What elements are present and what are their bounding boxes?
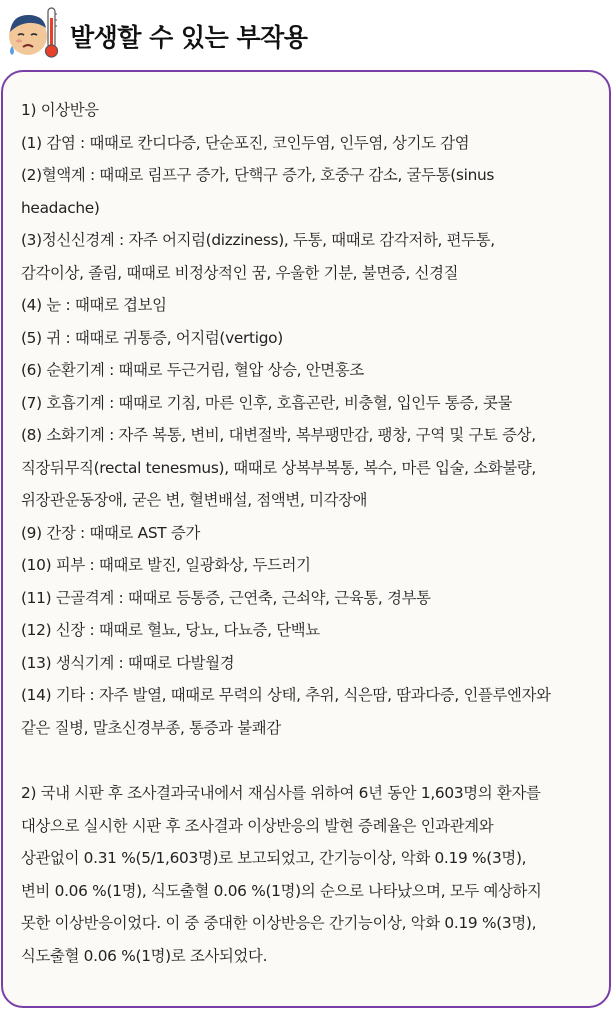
side-effects-content: [21, 94, 601, 972]
text-line: (11) 근골격계 : 때때로 등통증, 근연축, 근쇠약, 근육통, 경부통: [21, 588, 431, 607]
text-line: (4) 눈 : 때때로 겹보임: [21, 296, 167, 314]
text-line: 감각이상, 졸림, 때때로 비정상적인 꿈, 우울한 기분, 불면증, 신경질: [21, 263, 459, 282]
text-line: (7) 호흡기계 : 때때로 기침, 마른 인후, 호흡곤란, 비충혈, 입인두 통증, 콧물: [21, 393, 513, 412]
text-line: (8) 소화기계 : 자주 복통, 변비, 대변절박, 복부팽만감, 팽창, 구역 및 구토 증상,: [21, 426, 536, 444]
text-line: 식도출혈 0.06 %(1명)로 조사되었다.: [21, 946, 268, 965]
text-line: (3)정신신경계 : 자주 어지럼(dizziness), 두통, 때때로 감각저하, 편두통,: [21, 231, 495, 249]
text-line: 변비 0.06 %(1명), 식도출혈 0.06 %(1명)의 순으로 나타났으며, 모두 예상하지: [21, 881, 542, 900]
text-line: (10) 피부 : 때때로 발진, 일광화상, 두드러기: [21, 556, 311, 574]
text-line: (14) 기타 : 자주 발열, 때때로 무력의 상태, 추위, 식은땀, 땀과다증, 인플루엔자와: [21, 686, 551, 704]
text-line: 직장뒤무직(rectal tenesmus), 때때로 상복부복통, 복수, 마른 입술, 소화불량,: [21, 458, 536, 477]
header: [0, 0, 616, 68]
text-line: (6) 순환기계 : 때때로 두근거림, 혈압 상승, 안면홍조: [21, 361, 364, 379]
text-line: 상관없이 0.31 %(5/1,603명)로 보고되었고, 간기능이상, 악화 0.19 %(3명),: [21, 849, 527, 867]
text-line: 2) 국내 시판 후 조사결과국내에서 재심사를 위하여 6년 동안 1,603명의 환자를: [21, 784, 541, 802]
text-line: headache): [21, 198, 100, 217]
paragraph-gap: [21, 744, 601, 777]
text-line: (9) 간장 : 때때로 AST 증가: [21, 523, 200, 542]
page-title: 발생할 수 있는 부작용: [70, 23, 308, 52]
text-line: (13) 생식기계 : 때때로 다발월경: [21, 653, 235, 672]
text-line: 위장관운동장애, 굳은 변, 혈변배설, 점액변, 미각장애: [21, 491, 368, 509]
text-line: 1) 이상반응: [21, 101, 99, 119]
text-line: (5) 귀 : 때때로 귀통증, 어지럼(vertigo): [21, 328, 283, 347]
text-line: (12) 신장 : 때때로 혈뇨, 당뇨, 다뇨증, 단백뇨: [21, 621, 320, 639]
text-line: 대상으로 실시한 시판 후 조사결과 이상반응의 발현 증례율은 인과관계와: [21, 816, 494, 835]
side-effects-card: [1, 70, 611, 1008]
text-line: 못한 이상반응이었다. 이 중 중대한 이상반응은 간기능이상, 악화 0.19 %(3명),: [21, 914, 537, 932]
sick-face-thermometer-icon: [4, 4, 62, 62]
text-line: (1) 감염 : 때때로 칸디다증, 단순포진, 코인두염, 인두염, 상기도 감염: [21, 133, 470, 152]
text-line: 같은 질병, 말초신경부종, 통증과 불쾌감: [21, 718, 281, 737]
text-line: (2)혈액계 : 때때로 림프구 증가, 단핵구 증가, 호중구 감소, 굴두통(sinus: [21, 166, 495, 184]
